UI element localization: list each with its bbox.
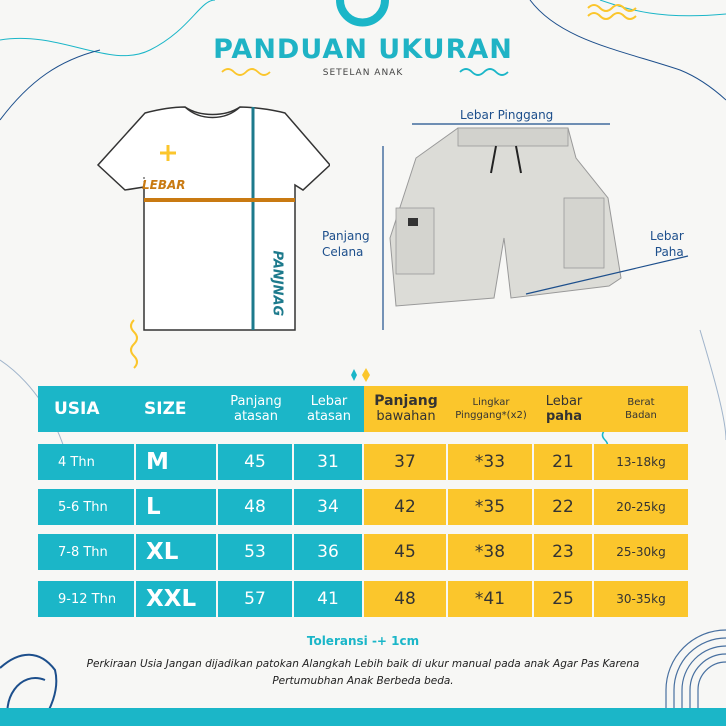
header-lebar-paha-line1: Lebar — [545, 394, 583, 409]
cell-panjang-bawahan: 37 — [364, 444, 446, 480]
cell-lebar-atasan: 36 — [294, 534, 362, 570]
cell-lingkar-pinggang: *41 — [448, 581, 532, 617]
header-lebar-atasan — [294, 386, 364, 432]
panjang-celana-label — [322, 228, 370, 260]
cell-panjang-atasan: 48 — [218, 489, 292, 525]
cell-lebar-paha: 21 — [534, 444, 592, 480]
header-panjang-atasan-line1: Panjang — [230, 394, 282, 409]
header-lingkar-pinggang — [448, 386, 534, 432]
cell-berat-badan: 20-25kg — [594, 489, 688, 525]
toleransi-text: Toleransi -+ 1cm — [306, 634, 420, 648]
cell-size: XXL — [136, 581, 216, 617]
page-title: PANDUAN UKURAN — [213, 34, 513, 65]
header-panjang-atasan-line2: atasan — [233, 409, 278, 424]
cell-size: XL — [136, 534, 216, 570]
header-lingkar-line2: Pinggang*(x2) — [455, 410, 527, 421]
lebar-paha-line2: Paha — [654, 245, 684, 259]
cell-usia: 4 Thn — [38, 444, 134, 480]
header-lebar-atasan-line1: Lebar — [310, 394, 348, 409]
lebar-paha-line1: Lebar — [650, 229, 684, 243]
cell-size: M — [136, 444, 216, 480]
cell-panjang-atasan: 57 — [218, 581, 292, 617]
header-panjang-atasan — [218, 386, 294, 432]
header-usia: USIA — [38, 386, 136, 432]
shirt-lebar-label: LEBAR — [142, 178, 186, 192]
header-berat-line1: Berat — [627, 397, 655, 408]
cell-lebar-atasan: 34 — [294, 489, 362, 525]
cell-lebar-atasan: 41 — [294, 581, 362, 617]
header-lebar-atasan-line2: atasan — [306, 409, 351, 424]
header-lebar-paha — [534, 386, 594, 432]
tshirt-illustration — [90, 105, 330, 345]
cell-lebar-paha: 22 — [534, 489, 592, 525]
page-subtitle: SETELAN ANAK — [322, 68, 404, 78]
cell-panjang-atasan: 45 — [218, 444, 292, 480]
cell-usia: 5-6 Thn — [38, 489, 134, 525]
header-panjang-bawahan — [364, 386, 448, 432]
cell-usia: 9-12 Thn — [38, 581, 134, 617]
header-panjang-bawahan-line2: bawahan — [376, 409, 436, 424]
cell-lebar-atasan: 31 — [294, 444, 362, 480]
cell-lingkar-pinggang: *38 — [448, 534, 532, 570]
lebar-paha-label — [650, 228, 684, 260]
panjang-celana-line2: Celana — [322, 245, 364, 259]
header-panjang-bawahan-line1: Panjang — [374, 393, 438, 409]
header-berat-line2: Badan — [625, 410, 657, 421]
header-lebar-paha-line2: paha — [545, 409, 583, 424]
shirt-panjang-label: PANJNAG — [269, 250, 285, 317]
cell-berat-badan: 25-30kg — [594, 534, 688, 570]
cell-lingkar-pinggang: *35 — [448, 489, 532, 525]
footer-note: Perkiraan Usia Jangan dijadikan patokan Alangkah Lebih baik di ukur manual pada anak Agar Pas Karena Pertumubhan Anak Berbeda beda. — [86, 658, 640, 687]
panjang-celana-line1: Panjang — [322, 229, 370, 243]
cell-lingkar-pinggang: *33 — [448, 444, 532, 480]
cell-panjang-bawahan: 45 — [364, 534, 446, 570]
bottom-band — [0, 708, 726, 726]
cell-size: L — [136, 489, 216, 525]
cell-berat-badan: 13-18kg — [594, 444, 688, 480]
cell-berat-badan: 30-35kg — [594, 581, 688, 617]
cell-usia: 7-8 Thn — [38, 534, 134, 570]
cell-panjang-bawahan: 48 — [364, 581, 446, 617]
cell-panjang-bawahan: 42 — [364, 489, 446, 525]
header-berat-badan — [594, 386, 688, 432]
cell-lebar-paha: 23 — [534, 534, 592, 570]
header-lingkar-line1: Lingkar — [472, 397, 510, 408]
header-size: SIZE — [136, 386, 218, 432]
cell-lebar-paha: 25 — [534, 581, 592, 617]
cell-panjang-atasan: 53 — [218, 534, 292, 570]
lebar-pinggang-label: Lebar Pinggang — [460, 108, 554, 122]
